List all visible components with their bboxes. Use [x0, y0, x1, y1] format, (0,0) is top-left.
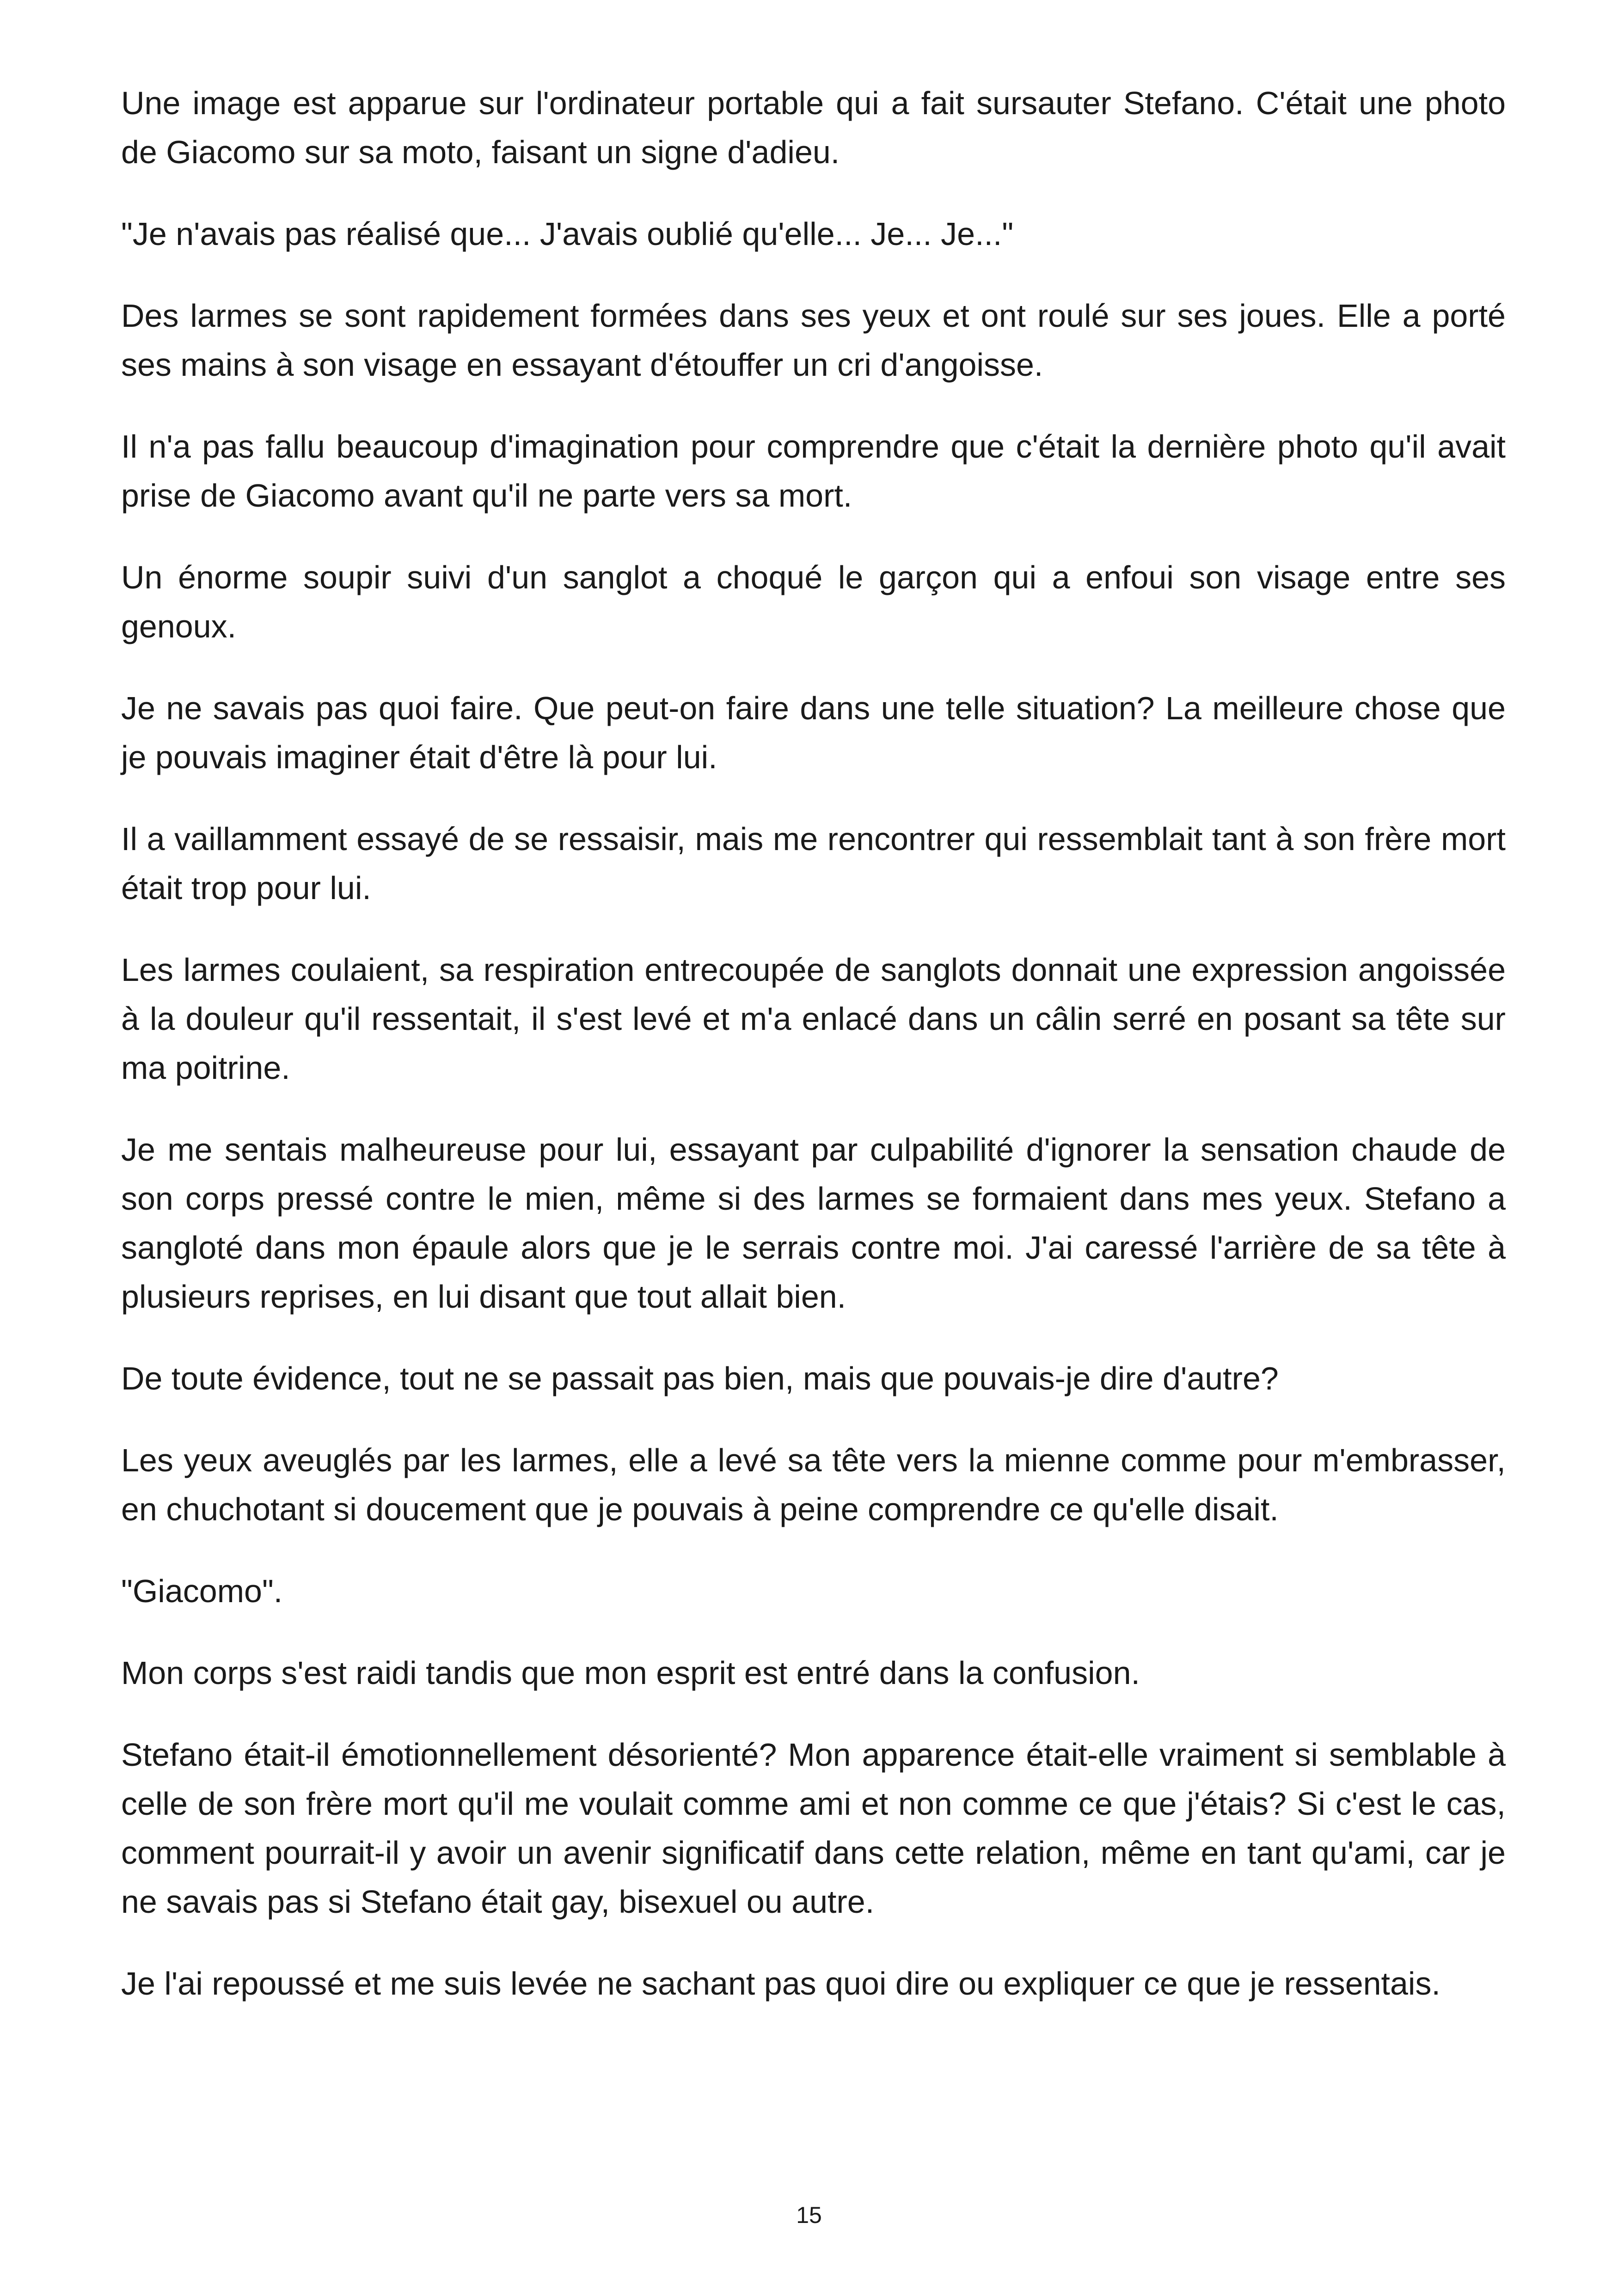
paragraph: Des larmes se sont rapidement formées dans ses yeux et ont roulé sur ses joues. Elle a porté ses mains à son visage en essayant d'étouffer un cri d'angoisse. [121, 298, 1506, 383]
paragraph: "Je n'avais pas réalisé que... J'avais oublié qu'elle... Je... Je..." [121, 216, 1014, 252]
paragraph: Je l'ai repoussé et me suis levée ne sachant pas quoi dire ou expliquer ce que je ressentais. [121, 1965, 1440, 2002]
page-number: 15 [796, 2202, 822, 2228]
paragraph: Il a vaillamment essayé de se ressaisir, mais me rencontrer qui ressemblait tant à son frère mort était trop pour lui. [121, 821, 1506, 906]
paragraph: Je ne savais pas quoi faire. Que peut-on faire dans une telle situation? La meilleure chose que je pouvais imaginer était d'être là pour lui. [121, 690, 1506, 775]
paragraph: Mon corps s'est raidi tandis que mon esprit est entré dans la confusion. [121, 1655, 1140, 1691]
paragraph: Je me sentais malheureuse pour lui, essayant par culpabilité d'ignorer la sensation chaude de son corps pressé contre le mien, même si des larmes se formaient dans mes yeux. Stefano a sangloté dans mon épaule alors que je le serrais contre moi. J'ai caressé l'arrière de sa tête à plusieurs reprises, en lui disant que tout allait bien. [121, 1132, 1506, 1315]
paragraph: "Giacomo". [121, 1573, 283, 1609]
paragraph: Un énorme soupir suivi d'un sanglot a choqué le garçon qui a enfoui son visage entre ses genoux. [121, 559, 1506, 644]
paragraph: Une image est apparue sur l'ordinateur portable qui a fait sursauter Stefano. C'était une photo de Giacomo sur sa moto, faisant un signe d'adieu. [121, 85, 1506, 170]
paragraph: De toute évidence, tout ne se passait pas bien, mais que pouvais-je dire d'autre? [121, 1360, 1279, 1396]
paragraph: Les yeux aveuglés par les larmes, elle a levé sa tête vers la mienne comme pour m'embrasser, en chuchotant si doucement que je pouvais à peine comprendre ce qu'elle disait. [121, 1442, 1506, 1527]
body-text [121, 79, 1506, 2008]
paragraph: Les larmes coulaient, sa respiration entrecoupée de sanglots donnait une expression angoissée à la douleur qu'il ressentait, il s'est levé et m'a enlacé dans un câlin serré en posant sa tête sur ma poitrine. [121, 952, 1506, 1086]
paragraph: Stefano était-il émotionnellement désorienté? Mon apparence était-elle vraiment si semblable à celle de son frère mort qu'il me voulait comme ami et non comme ce que j'étais? Si c'est le cas, comment pourrait-il y avoir un avenir significatif dans cette relation, même en tant qu'ami, car je ne savais pas si Stefano était gay, bisexuel ou autre. [121, 1737, 1506, 1920]
paragraph: Il n'a pas fallu beaucoup d'imagination pour comprendre que c'était la dernière photo qu'il avait prise de Giacomo avant qu'il ne parte vers sa mort. [121, 429, 1506, 514]
